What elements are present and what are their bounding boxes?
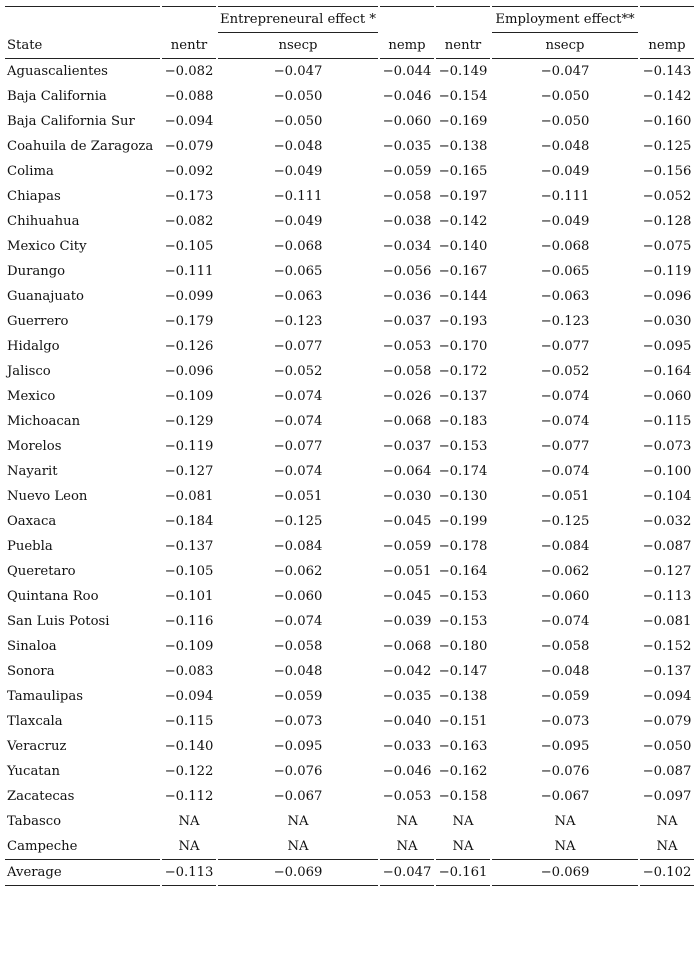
table-row xyxy=(5,709,694,734)
value-cell: −0.042 xyxy=(382,664,432,679)
value-cell: −0.026 xyxy=(382,389,432,404)
table-row xyxy=(5,584,694,609)
value-cell: −0.076 xyxy=(540,764,590,779)
value-cell: −0.033 xyxy=(382,739,432,754)
value-cell: −0.051 xyxy=(382,564,432,579)
table-row xyxy=(5,234,694,259)
value-cell: −0.035 xyxy=(382,689,432,704)
value-cell: −0.073 xyxy=(642,439,692,454)
value-cell: −0.060 xyxy=(273,589,323,604)
value-cell: −0.074 xyxy=(273,464,323,479)
value-cell: −0.059 xyxy=(540,689,590,704)
value-cell: −0.165 xyxy=(438,164,488,179)
value-cell: −0.104 xyxy=(642,489,692,504)
value-cell: −0.099 xyxy=(164,289,214,304)
value-cell: −0.051 xyxy=(540,489,590,504)
value-cell: −0.030 xyxy=(642,314,692,329)
value-cell: −0.074 xyxy=(273,614,323,629)
value-cell: −0.083 xyxy=(164,664,214,679)
state-name-cell: Baja California Sur xyxy=(7,114,135,129)
state-name-cell: Durango xyxy=(7,264,66,279)
value-cell: −0.068 xyxy=(540,239,590,254)
value-cell: −0.067 xyxy=(540,789,590,804)
value-cell: −0.037 xyxy=(382,439,432,454)
value-cell: −0.111 xyxy=(164,264,214,279)
value-cell: NA xyxy=(656,839,678,854)
column-header-nemp: nemp xyxy=(640,33,694,59)
group-header-blank xyxy=(436,6,490,33)
value-cell: −0.059 xyxy=(382,539,432,554)
table-row xyxy=(5,609,694,634)
value-cell: −0.040 xyxy=(382,714,432,729)
value-cell: −0.077 xyxy=(273,439,323,454)
value-cell: −0.199 xyxy=(438,514,488,529)
value-cell: −0.079 xyxy=(164,139,214,154)
group-header-blank xyxy=(5,6,160,33)
value-cell: −0.050 xyxy=(540,114,590,129)
value-cell: −0.068 xyxy=(273,239,323,254)
table-body xyxy=(5,59,694,859)
table-row xyxy=(5,684,694,709)
table-row xyxy=(5,259,694,284)
value-cell: −0.087 xyxy=(642,764,692,779)
value-cell: −0.178 xyxy=(438,539,488,554)
state-name-cell: Jalisco xyxy=(7,364,51,379)
value-cell: −0.065 xyxy=(540,264,590,279)
value-cell: −0.049 xyxy=(540,164,590,179)
value-cell: −0.109 xyxy=(164,639,214,654)
value-cell: −0.153 xyxy=(438,614,488,629)
state-name-cell: Tabasco xyxy=(7,814,62,829)
state-name-cell: Zacatecas xyxy=(7,789,75,804)
average-cell: −0.047 xyxy=(380,859,434,886)
value-cell: −0.084 xyxy=(540,539,590,554)
state-name-cell: Baja California xyxy=(7,89,107,104)
value-cell: −0.077 xyxy=(540,339,590,354)
value-cell: −0.059 xyxy=(382,164,432,179)
value-cell: −0.045 xyxy=(382,514,432,529)
value-cell: −0.050 xyxy=(273,114,323,129)
value-cell: −0.050 xyxy=(540,89,590,104)
value-cell: −0.127 xyxy=(642,564,692,579)
table-row xyxy=(5,359,694,384)
value-cell: −0.047 xyxy=(273,64,323,79)
value-cell: −0.088 xyxy=(164,89,214,104)
value-cell: −0.048 xyxy=(540,139,590,154)
value-cell: −0.048 xyxy=(540,664,590,679)
value-cell: −0.153 xyxy=(438,589,488,604)
value-cell: −0.074 xyxy=(540,389,590,404)
value-cell: −0.129 xyxy=(164,414,214,429)
value-cell: −0.051 xyxy=(273,489,323,504)
value-cell: −0.053 xyxy=(382,339,432,354)
table-row xyxy=(5,84,694,109)
value-cell: −0.095 xyxy=(540,739,590,754)
value-cell: −0.063 xyxy=(273,289,323,304)
value-cell: −0.156 xyxy=(642,164,692,179)
value-cell: −0.125 xyxy=(273,514,323,529)
column-header-row xyxy=(5,33,694,59)
value-cell: −0.164 xyxy=(438,564,488,579)
value-cell: −0.062 xyxy=(273,564,323,579)
value-cell: −0.094 xyxy=(642,689,692,704)
value-cell: −0.115 xyxy=(642,414,692,429)
value-cell: −0.164 xyxy=(642,364,692,379)
table-row xyxy=(5,634,694,659)
state-name-cell: Veracruz xyxy=(7,739,67,754)
state-name-cell: Nuevo Leon xyxy=(7,489,88,504)
value-cell: −0.087 xyxy=(642,539,692,554)
average-label: Average xyxy=(5,859,160,886)
value-cell: −0.081 xyxy=(164,489,214,504)
value-cell: −0.046 xyxy=(382,764,432,779)
value-cell: −0.038 xyxy=(382,214,432,229)
value-cell: −0.142 xyxy=(642,89,692,104)
value-cell: −0.125 xyxy=(540,514,590,529)
value-cell: −0.172 xyxy=(438,364,488,379)
state-name-cell: Tlaxcala xyxy=(7,714,63,729)
value-cell: −0.123 xyxy=(540,314,590,329)
table-row xyxy=(5,334,694,359)
value-cell: −0.030 xyxy=(382,489,432,504)
value-cell: −0.115 xyxy=(164,714,214,729)
value-cell: −0.044 xyxy=(382,64,432,79)
value-cell: NA xyxy=(396,814,418,829)
value-cell: −0.058 xyxy=(540,639,590,654)
table-row xyxy=(5,59,694,84)
value-cell: −0.170 xyxy=(438,339,488,354)
value-cell: −0.077 xyxy=(540,439,590,454)
value-cell: −0.081 xyxy=(642,614,692,629)
value-cell: −0.142 xyxy=(438,214,488,229)
value-cell: −0.058 xyxy=(382,364,432,379)
value-cell: −0.049 xyxy=(540,214,590,229)
table-row xyxy=(5,209,694,234)
value-cell: −0.074 xyxy=(273,389,323,404)
table-row xyxy=(5,759,694,784)
value-cell: −0.053 xyxy=(382,789,432,804)
value-cell: −0.152 xyxy=(642,639,692,654)
state-name-cell: Yucatan xyxy=(7,764,60,779)
state-name-cell: Chihuahua xyxy=(7,214,80,229)
average-cell: −0.069 xyxy=(492,859,638,886)
value-cell: −0.082 xyxy=(164,214,214,229)
value-cell: −0.068 xyxy=(382,414,432,429)
group-header-blank xyxy=(380,6,434,33)
value-cell: −0.035 xyxy=(382,139,432,154)
value-cell: −0.144 xyxy=(438,289,488,304)
value-cell: NA xyxy=(287,814,309,829)
value-cell: −0.111 xyxy=(540,189,590,204)
value-cell: −0.060 xyxy=(540,589,590,604)
value-cell: NA xyxy=(178,839,200,854)
column-header-nsecp: nsecp xyxy=(492,33,638,59)
value-cell: −0.113 xyxy=(642,589,692,604)
average-row xyxy=(5,859,694,886)
table-row xyxy=(5,109,694,134)
value-cell: −0.116 xyxy=(164,614,214,629)
table-row xyxy=(5,134,694,159)
state-name-cell: Mexico xyxy=(7,389,56,404)
table-row xyxy=(5,834,694,859)
value-cell: −0.163 xyxy=(438,739,488,754)
value-cell: −0.065 xyxy=(273,264,323,279)
state-name-cell: Coahuila de Zaragoza xyxy=(7,139,154,154)
value-cell: NA xyxy=(287,839,309,854)
table-row xyxy=(5,509,694,534)
value-cell: −0.039 xyxy=(382,614,432,629)
value-cell: −0.167 xyxy=(438,264,488,279)
table-row xyxy=(5,784,694,809)
value-cell: −0.169 xyxy=(438,114,488,129)
value-cell: −0.095 xyxy=(642,339,692,354)
value-cell: NA xyxy=(554,839,576,854)
value-cell: −0.138 xyxy=(438,689,488,704)
table-row xyxy=(5,184,694,209)
table-row xyxy=(5,734,694,759)
state-name-cell: San Luis Potosi xyxy=(7,614,110,629)
value-cell: −0.059 xyxy=(273,689,323,704)
value-cell: −0.111 xyxy=(273,189,323,204)
value-cell: −0.151 xyxy=(438,714,488,729)
table-row xyxy=(5,809,694,834)
state-name-cell: Guerrero xyxy=(7,314,69,329)
state-name-cell: Colima xyxy=(7,164,54,179)
state-name-cell: Guanajuato xyxy=(7,289,84,304)
value-cell: −0.127 xyxy=(164,464,214,479)
column-header-nentr: nentr xyxy=(162,33,216,59)
average-cell: −0.113 xyxy=(162,859,216,886)
value-cell: −0.074 xyxy=(540,414,590,429)
value-cell: −0.183 xyxy=(438,414,488,429)
value-cell: NA xyxy=(452,839,474,854)
value-cell: −0.096 xyxy=(642,289,692,304)
value-cell: −0.058 xyxy=(382,189,432,204)
table-row xyxy=(5,484,694,509)
value-cell: −0.049 xyxy=(273,164,323,179)
value-cell: −0.052 xyxy=(273,364,323,379)
value-cell: NA xyxy=(452,814,474,829)
value-cell: −0.094 xyxy=(164,689,214,704)
value-cell: −0.073 xyxy=(540,714,590,729)
value-cell: −0.123 xyxy=(273,314,323,329)
value-cell: −0.094 xyxy=(164,114,214,129)
value-cell: −0.052 xyxy=(642,189,692,204)
state-name-cell: Quintana Roo xyxy=(7,589,99,604)
column-header-nsecp: nsecp xyxy=(218,33,378,59)
value-cell: −0.122 xyxy=(164,764,214,779)
value-cell: −0.137 xyxy=(642,664,692,679)
value-cell: −0.160 xyxy=(642,114,692,129)
state-name-cell: Morelos xyxy=(7,439,62,454)
value-cell: NA xyxy=(396,839,418,854)
group-header-blank xyxy=(162,6,216,33)
value-cell: −0.063 xyxy=(540,289,590,304)
value-cell: −0.153 xyxy=(438,439,488,454)
state-name-cell: Puebla xyxy=(7,539,53,554)
value-cell: −0.036 xyxy=(382,289,432,304)
value-cell: −0.125 xyxy=(642,139,692,154)
value-cell: −0.154 xyxy=(438,89,488,104)
table-row xyxy=(5,559,694,584)
value-cell: −0.084 xyxy=(273,539,323,554)
value-cell: −0.049 xyxy=(273,214,323,229)
state-name-cell: Queretaro xyxy=(7,564,76,579)
value-cell: −0.074 xyxy=(540,464,590,479)
value-cell: −0.034 xyxy=(382,239,432,254)
table-row xyxy=(5,384,694,409)
value-cell: −0.097 xyxy=(642,789,692,804)
table-row xyxy=(5,309,694,334)
value-cell: −0.096 xyxy=(164,364,214,379)
value-cell: −0.149 xyxy=(438,64,488,79)
value-cell: −0.073 xyxy=(273,714,323,729)
value-cell: −0.112 xyxy=(164,789,214,804)
value-cell: −0.173 xyxy=(164,189,214,204)
value-cell: −0.095 xyxy=(273,739,323,754)
value-cell: −0.075 xyxy=(642,239,692,254)
column-header-nemp: nemp xyxy=(380,33,434,59)
value-cell: −0.137 xyxy=(164,539,214,554)
value-cell: −0.179 xyxy=(164,314,214,329)
average-cell: −0.102 xyxy=(640,859,694,886)
table-row xyxy=(5,659,694,684)
group-header-row xyxy=(5,6,694,33)
value-cell: −0.060 xyxy=(382,114,432,129)
value-cell: −0.105 xyxy=(164,239,214,254)
value-cell: −0.062 xyxy=(540,564,590,579)
value-cell: −0.162 xyxy=(438,764,488,779)
table-row xyxy=(5,284,694,309)
value-cell: −0.048 xyxy=(273,664,323,679)
value-cell: NA xyxy=(178,814,200,829)
value-cell: −0.067 xyxy=(273,789,323,804)
value-cell: −0.180 xyxy=(438,639,488,654)
value-cell: −0.046 xyxy=(382,89,432,104)
value-cell: −0.058 xyxy=(273,639,323,654)
group-header-blank xyxy=(640,6,694,33)
value-cell: −0.126 xyxy=(164,339,214,354)
value-cell: −0.119 xyxy=(164,439,214,454)
state-name-cell: Nayarit xyxy=(7,464,58,479)
table-row xyxy=(5,534,694,559)
value-cell: −0.074 xyxy=(273,414,323,429)
state-name-cell: Chiapas xyxy=(7,189,61,204)
value-cell: −0.138 xyxy=(438,139,488,154)
value-cell: −0.130 xyxy=(438,489,488,504)
value-cell: −0.060 xyxy=(642,389,692,404)
state-name-cell: Aguascalientes xyxy=(7,64,108,79)
value-cell: −0.032 xyxy=(642,514,692,529)
value-cell: −0.101 xyxy=(164,589,214,604)
value-cell: −0.092 xyxy=(164,164,214,179)
value-cell: −0.082 xyxy=(164,64,214,79)
value-cell: −0.184 xyxy=(164,514,214,529)
state-name-cell: Campeche xyxy=(7,839,78,854)
state-name-cell: Sinaloa xyxy=(7,639,57,654)
table-row xyxy=(5,459,694,484)
value-cell: −0.045 xyxy=(382,589,432,604)
value-cell: −0.037 xyxy=(382,314,432,329)
value-cell: −0.128 xyxy=(642,214,692,229)
value-cell: −0.100 xyxy=(642,464,692,479)
value-cell: −0.147 xyxy=(438,664,488,679)
value-cell: −0.056 xyxy=(382,264,432,279)
value-cell: −0.119 xyxy=(642,264,692,279)
value-cell: NA xyxy=(554,814,576,829)
state-name-cell: Michoacan xyxy=(7,414,81,429)
value-cell: −0.052 xyxy=(540,364,590,379)
value-cell: −0.143 xyxy=(642,64,692,79)
value-cell: −0.050 xyxy=(642,739,692,754)
column-header-state: State xyxy=(5,33,160,59)
state-name-cell: Tamaulipas xyxy=(7,689,84,704)
value-cell: −0.076 xyxy=(273,764,323,779)
value-cell: NA xyxy=(656,814,678,829)
value-cell: −0.048 xyxy=(273,139,323,154)
value-cell: −0.105 xyxy=(164,564,214,579)
results-table xyxy=(5,6,694,886)
table-row xyxy=(5,409,694,434)
state-name-cell: Mexico City xyxy=(7,239,87,254)
value-cell: −0.109 xyxy=(164,389,214,404)
value-cell: −0.064 xyxy=(382,464,432,479)
value-cell: −0.074 xyxy=(540,614,590,629)
table-row xyxy=(5,159,694,184)
value-cell: −0.077 xyxy=(273,339,323,354)
value-cell: −0.158 xyxy=(438,789,488,804)
average-cell: −0.069 xyxy=(218,859,378,886)
group-header-entrepreneurial: Entrepreneural effect * xyxy=(218,6,378,33)
value-cell: −0.047 xyxy=(540,64,590,79)
column-header-nentr: nentr xyxy=(436,33,490,59)
value-cell: −0.174 xyxy=(438,464,488,479)
table-row xyxy=(5,434,694,459)
value-cell: −0.197 xyxy=(438,189,488,204)
state-name-cell: Oaxaca xyxy=(7,514,57,529)
value-cell: −0.193 xyxy=(438,314,488,329)
value-cell: −0.140 xyxy=(164,739,214,754)
group-header-employment: Employment effect** xyxy=(492,6,638,33)
value-cell: −0.068 xyxy=(382,639,432,654)
value-cell: −0.140 xyxy=(438,239,488,254)
value-cell: −0.050 xyxy=(273,89,323,104)
value-cell: −0.079 xyxy=(642,714,692,729)
state-name-cell: Sonora xyxy=(7,664,55,679)
state-name-cell: Hidalgo xyxy=(7,339,60,354)
average-cell: −0.161 xyxy=(436,859,490,886)
value-cell: −0.137 xyxy=(438,389,488,404)
